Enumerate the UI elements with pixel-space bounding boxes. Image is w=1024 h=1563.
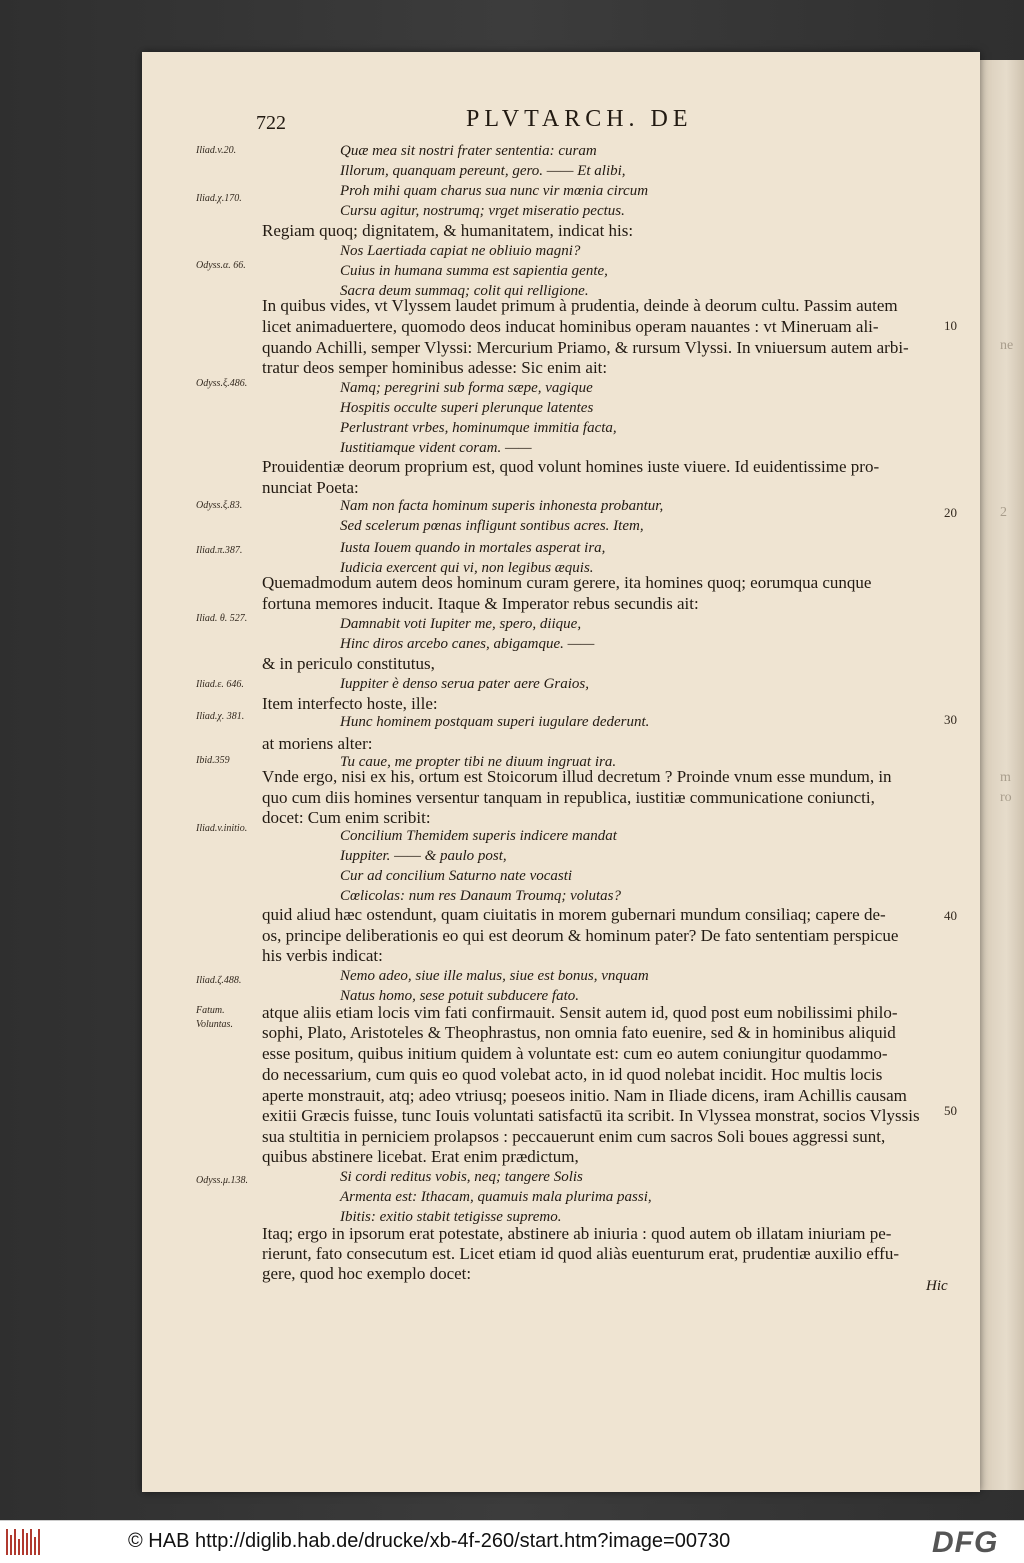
page-number: 722 <box>256 112 286 134</box>
marginal-reference: Iliad.v.initio. <box>196 823 248 834</box>
verse-line: Damnabit voti Iupiter me, spero, diique, <box>340 616 582 632</box>
line-number: 40 <box>944 908 957 923</box>
verse-line: Iustitiamque vident coram. —— <box>340 440 532 456</box>
verse-line: Proh mihi quam charus sua nunc vir mœnia circum <box>340 183 649 199</box>
marginal-reference: Voluntas. <box>196 1019 233 1030</box>
verse-line: Nos Laertiada capiat ne obliuio magni? <box>340 243 581 259</box>
prose-line: licet animaduertere, quomodo deos inducat hominibus operam nauantes : vt Mineruam ali- <box>262 317 879 336</box>
barcode-bar <box>18 1539 20 1555</box>
next-page-fragment: m <box>1000 770 1011 785</box>
prose-line: Item interfecto hoste, ille: <box>262 694 438 713</box>
marginal-reference: Odyss.μ.138. <box>196 1175 248 1186</box>
marginal-reference: Iliad.ε. 646. <box>196 679 244 690</box>
prose-line: Prouidentiæ deorum proprium est, quod volunt homines iuste viuere. Id euidentissime pro- <box>262 457 880 476</box>
line-number: 30 <box>944 712 957 727</box>
verse-line: Hinc diros arcebo canes, abigamque. —— <box>340 636 595 652</box>
prose-line: Regiam quoq; dignitatem, & humanitatem, indicat his: <box>262 221 634 240</box>
marginal-reference: Fatum. <box>196 1005 225 1016</box>
prose-line: at moriens alter: <box>262 734 373 753</box>
marginal-reference: Iliad.v.20. <box>196 145 237 156</box>
verse-line: Nam non facta hominum superis inhonesta probantur, <box>340 498 664 514</box>
prose-line: In quibus vides, vt Vlyssem laudet primum à prudentia, deinde à deorum cultu. Passim autem <box>262 296 898 315</box>
next-page-fragment: ne <box>1000 338 1014 353</box>
prose-line: atque aliis etiam locis vim fati confirmauit. Sensit autem id, quod post eum nobilissimi philo- <box>262 1003 898 1022</box>
prose-line: tratur deos semper hominibus adesse: Sic enim ait: <box>262 358 608 377</box>
prose-line: do necessarium, cum quis eo quod volebat acto, in id quod nolebat incidit. Hoc multis locis <box>262 1065 883 1084</box>
line-number: 20 <box>944 505 957 520</box>
verse-line: Sacra deum summaq; colit qui relligione. <box>340 283 589 299</box>
verse-line: Tu caue, me propter tibi ne diuum ingruat ira. <box>340 754 617 770</box>
verse-line: Hunc hominem postquam superi iugulare dederunt. <box>340 714 650 730</box>
verse-line: Cœlicolas: num res Danaum Troumq; volutas? <box>340 888 621 904</box>
prose-line: os, principe deliberationis eo qui est deorum & hominum pater? De fato sententiam perspicue <box>262 926 899 945</box>
barcode-bar <box>26 1533 28 1555</box>
verse-line: Perlustrant vrbes, hominumque immitia facta, <box>340 420 617 436</box>
prose-line: exitii Græcis fuisse, tunc Iouis voluntati satisfactū ita scribit. In Vlyssea monstrat, socios Vlyssis <box>262 1106 920 1125</box>
verse-line: Cursu agitur, nostrumq; vrget miseratio pectus. <box>340 203 625 219</box>
verse-line: Armenta est: Ithacam, quamuis mala plurima passi, <box>340 1189 652 1205</box>
verse-line: Cuius in humana summa est sapientia gente, <box>340 263 608 279</box>
verse-line: Iudicia exercent qui vi, non legibus æquis. <box>340 560 594 576</box>
prose-line: & in periculo constitutus, <box>262 654 435 673</box>
next-page-fragment: ro <box>1000 790 1012 805</box>
prose-line: quibus abstinere licebat. Erat enim prædictum, <box>262 1147 579 1166</box>
prose-line: quid aliud hæc ostendunt, quam ciuitatis in morem gubernari mundum consiliaq; capere de- <box>262 905 886 924</box>
prose-line: gere, quod hoc exemplo docet: <box>262 1264 472 1283</box>
prose-line: nunciat Poeta: <box>262 478 359 497</box>
line-number: 50 <box>944 1103 957 1118</box>
verse-line: Ibitis: exitio stabit tetigisse supremo. <box>340 1209 562 1225</box>
marginal-reference: Iliad.χ.170. <box>196 193 242 204</box>
barcode-bar <box>14 1529 16 1555</box>
verse-line: Hospitis occulte superi plerunque latentes <box>340 400 594 416</box>
barcode-bar <box>10 1535 12 1555</box>
verse-line: Iuppiter. —— & paulo post, <box>340 848 507 864</box>
verse-line: Namq; peregrini sub forma sæpe, vagique <box>340 380 593 396</box>
marginal-reference: Odyss.ξ.486. <box>196 378 248 389</box>
prose-line: sua stultitia in perniciem prolapsos : peccauerunt enim cum sacros Soli boues aggressi sunt, <box>262 1127 886 1146</box>
prose-line: aperte monstrauit, atq; adeo vtriusq; poeseos initio. Nam in Iliade dicens, iram Achillis causam <box>262 1086 907 1105</box>
marginal-reference: Iliad.χ. 381. <box>196 711 245 722</box>
copyright-url[interactable]: © HAB http://diglib.hab.de/drucke/xb-4f-260/start.htm?image=00730 <box>128 1530 731 1552</box>
verse-line: Illorum, quanquam pereunt, gero. —— Et alibi, <box>340 163 626 179</box>
marginal-reference: Odyss.α. 66. <box>196 260 246 271</box>
catchword: Hic <box>926 1278 948 1294</box>
barcode-bar <box>6 1529 8 1555</box>
prose-line: rierunt, fato consecutum est. Licet etiam id quod aliàs euenturum erat, prudentiæ auxilio effu- <box>262 1244 899 1263</box>
dfg-logo: DFG <box>932 1526 999 1559</box>
verse-line: Quæ mea sit nostri frater sententia: curam <box>340 143 597 159</box>
line-number: 10 <box>944 318 957 333</box>
prose-line: esse positum, quibus initium quidem à voluntate est: cum eo autem coniungitur quodammo- <box>262 1044 888 1063</box>
marginal-reference: Ibid.359 <box>196 755 230 766</box>
barcode-bar <box>22 1529 24 1555</box>
marginal-reference: Iliad. θ. 527. <box>196 613 248 624</box>
prose-line: his verbis indicat: <box>262 946 383 965</box>
prose-line: quo cum diis homines versentur tanquam in republica, iustitiæ communicatione coniuncti, <box>262 788 875 807</box>
verse-line: Nemo adeo, siue ille malus, siue est bonus, vnquam <box>340 968 649 984</box>
prose-line: Vnde ergo, nisi ex his, ortum est Stoicorum illud decretum ? Proinde vnum esse mundum, in <box>262 767 892 786</box>
viewer-footer <box>0 1520 1024 1563</box>
verse-line: Iuppiter è denso serua pater aere Graios, <box>340 676 589 692</box>
verse-line: Sed scelerum pœnas infligunt sontibus acres. Item, <box>340 518 644 534</box>
barcode-bar <box>34 1537 36 1555</box>
marginal-reference: Iliad.ζ.488. <box>196 975 242 986</box>
barcode-icon <box>6 1529 42 1555</box>
verse-line: Iusta Iouem quando in mortales asperat ira, <box>340 540 606 556</box>
prose-line: Quemadmodum autem deos hominum curam gerere, ita homines quoq; eorumqua cunque <box>262 573 872 592</box>
prose-line: docet: Cum enim scribit: <box>262 808 431 827</box>
barcode-bar <box>38 1529 40 1555</box>
prose-line: sophi, Plato, Aristoteles & Theophrastus, non omnia fato euenire, sed & in hominibus aliquid <box>262 1023 896 1042</box>
next-page-fragment: 2 <box>1000 505 1007 520</box>
prose-line: quando Achilli, semper Vlyssi: Mercurium Priamo, & rursum Vlyssi. In vniuersum autem arbi- <box>262 338 909 357</box>
prose-line: fortuna memores inducit. Itaque & Imperator rebus secundis ait: <box>262 594 699 613</box>
barcode-bar <box>30 1529 32 1555</box>
prose-line: Itaq; ergo in ipsorum erat potestate, abstinere ab iniuria : quod autem ob illatam iniuriam pe- <box>262 1224 892 1243</box>
running-head: PLVTARCH. DE <box>466 106 693 132</box>
verse-line: Si cordi reditus vobis, neq; tangere Solis <box>340 1169 583 1185</box>
marginal-reference: Odyss.ξ.83. <box>196 500 243 511</box>
marginal-reference: Iliad.π.387. <box>196 545 243 556</box>
verse-line: Cur ad concilium Saturno nate vocasti <box>340 868 573 884</box>
verse-line: Natus homo, sese potuit subducere fato. <box>340 988 580 1004</box>
verse-line: Concilium Themidem superis indicere mandat <box>340 828 617 844</box>
